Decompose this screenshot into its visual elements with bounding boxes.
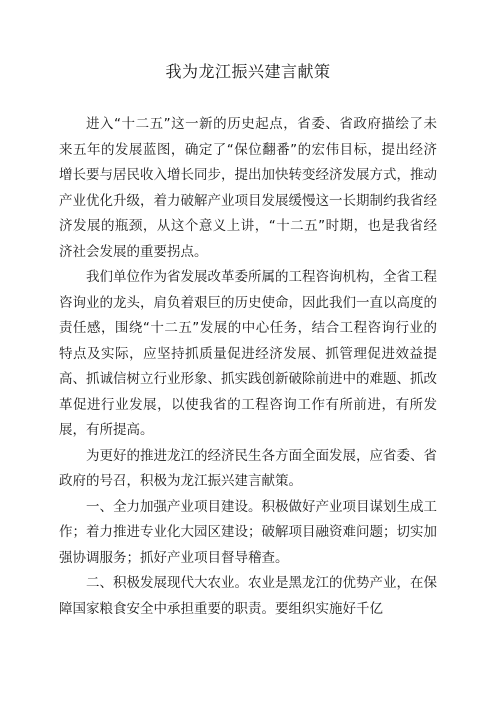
document-title: 我为龙江振兴建言献策: [165, 62, 331, 81]
document-body: [59, 112, 437, 622]
paragraph-unit-role: 我们单位作为省发展改革委所属的工程咨询机构，全省工程咨询业的龙头，肩负着艰巨的历史使命，因此我们一直以高度的责任感，围绕“十二五”发展的中心任务，结合工程咨询行业的特点及实际，应坚持抓质量促进经济发展、抓管理促进效益提高、抓诚信树立行业形象、抓实践创新破除前进中的难题、抓改革促进行业发展，以使我省的工程咨询工作有所前进，有所发展，有所提高。: [59, 269, 437, 438]
paragraph-intro: 进入“十二五”这一新的历史起点，省委、省政府描绘了未来五年的发展蓝图，确定了“保位翻番”的宏伟目标，提出经济增长要与居民收入增长同步，提出加快转变经济发展方式，推动产业优化升级，着力破解产业项目发展缓慢这一长期制约我省经济发展的瓶颈，从这个意义上讲，“十二五”时期，也是我省经济社会发展的重要拐点。: [59, 116, 437, 260]
paragraph-call-to-action: 为更好的推进龙江的经济民生各方面全面发展，应省委、省政府的号召，积极为龙江振兴建言献策。: [59, 447, 437, 489]
paragraph-point-one: 一、全力加强产业项目建设。积极做好产业项目谋划生成工作；着力推进专业化大园区建设；破解项目融资难问题；切实加强协调服务；抓好产业项目督导稽查。: [59, 498, 437, 566]
paragraph-point-two: 二、积极发展现代大农业。农业是黑龙江的优势产业，在保障国家粮食安全中承担重要的职责。要组织实施好千亿: [59, 575, 437, 617]
